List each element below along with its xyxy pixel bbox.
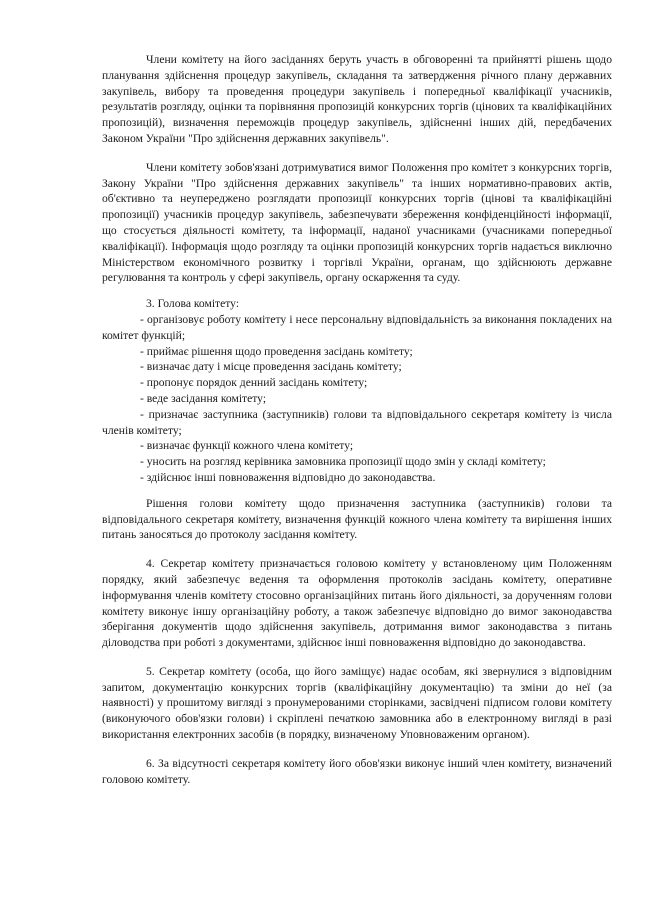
paragraph-chair-decisions: Рішення голови комітету щодо призначення заступника (заступників) голови та відповідального секретаря комітету, визначення функцій кожного члена комітету та вирішення інших питань заносяться до протоколу засідання комітету.: [102, 496, 612, 542]
section-heading-chair: 3. Голова комітету:: [146, 297, 240, 311]
chair-duty-item: - визначає дату і місце проведення засідань комітету;: [140, 360, 402, 374]
paragraph-members-obligations: Члени комітету зобов'язані дотримуватися вимог Положення про комітет з конкурсних торгів, Закону України "Про здійснення державних закупівель" та інших нормативно-правових актів, об'єктивно та неупереджено розглядати пропозиції конкурсних торгів (цінові та кваліфікаційні пропозиції) учасників процедур закупівель, забезпечувати збереження конфіденційності інформації, що стосується діяльності комітету, та інформації, наданої учасниками (учасниками попередньої кваліфікації). Інформація щодо розгляду та оцінки пропозицій конкурсних торгів надається виключно Міністерством економічного розвитку і торгівлі України, органам, що здійснюють державне регулювання та контроль у сфері закупівель, органу оскарження та суду.: [102, 160, 612, 285]
chair-duty-item: - пропонує порядок денний засідань комітету;: [140, 376, 368, 390]
paragraph-secretary-documents: 5. Секретар комітету (особа, що його заміщує) надає особам, які звернулися з відповідним запитом, документацію конкурсних торгів (кваліфікаційну документацію) та зміни до неї (за наявності) у прошитому вигляді з пронумерованими сторінками, засвідчені підписом голови комітету (виконуючого обов'язки голови) і скріплені печаткою замовника або в електронному вигляді в разі використання електронних засобів (в порядку, визначеному Уповноваженим органом).: [102, 664, 612, 742]
chair-duty-item: - здійснює інші повноваження відповідно до законодавства.: [140, 470, 436, 484]
paragraph-members-participation: Члени комітету на його засіданнях беруть участь в обговоренні та прийнятті рішень щодо планування здійснення процедур закупівель, складання та затвердження річного плану державних закупівель, вибору та проведення процедури закупівель і попередньої кваліфікації учасників, результатів розгляду, оцінки та порівняння пропозицій конкурсних торгів (цінових та кваліфікаційних пропозицій), визначення переможців процедур закупівель, здійсненні інших дій, передбачених Законом України "Про здійснення державних закупівель".: [102, 53, 612, 145]
chair-duty-item: - приймає рішення щодо проведення засідань комітету;: [140, 344, 413, 358]
paragraph-secretary-appointment: 4. Секретар комітету призначається головою комітету у встановленому цим Положенням порядку, який забезпечує ведення та оформлення протоколів засідань комітету, оперативне інформування членів комітету стосовно організаційних питань його діяльності, за дорученням голови комітету виконує іншу організаційну роботу, а також забезпечує відповідно до вимог законодавства зберігання документів щодо здійснення закупівель, дотримання вимог законодавства з питань діловодства при роботі з документами, здійснює інші повноваження відповідно до законодавства.: [102, 557, 612, 650]
chair-duty-item: - уносить на розгляд керівника замовника пропозиції щодо змін у складі комітету;: [140, 455, 546, 469]
paragraph-secretary-absence: 6. За відсутності секретаря комітету його обов'язки виконує інший член комітету, визначений головою комітету.: [102, 756, 612, 786]
chair-duty-item: - визначає функції кожного члена комітету;: [140, 439, 354, 453]
chair-duty-item: - призначає заступника (заступників) голови та відповідального секретаря комітету із числа членів комітету;: [102, 407, 612, 437]
chair-duty-item: - організовує роботу комітету і несе персональну відповідальність за виконання покладених на комітет функцій;: [102, 312, 612, 342]
chair-duty-item: - веде засідання комітету;: [140, 391, 267, 405]
